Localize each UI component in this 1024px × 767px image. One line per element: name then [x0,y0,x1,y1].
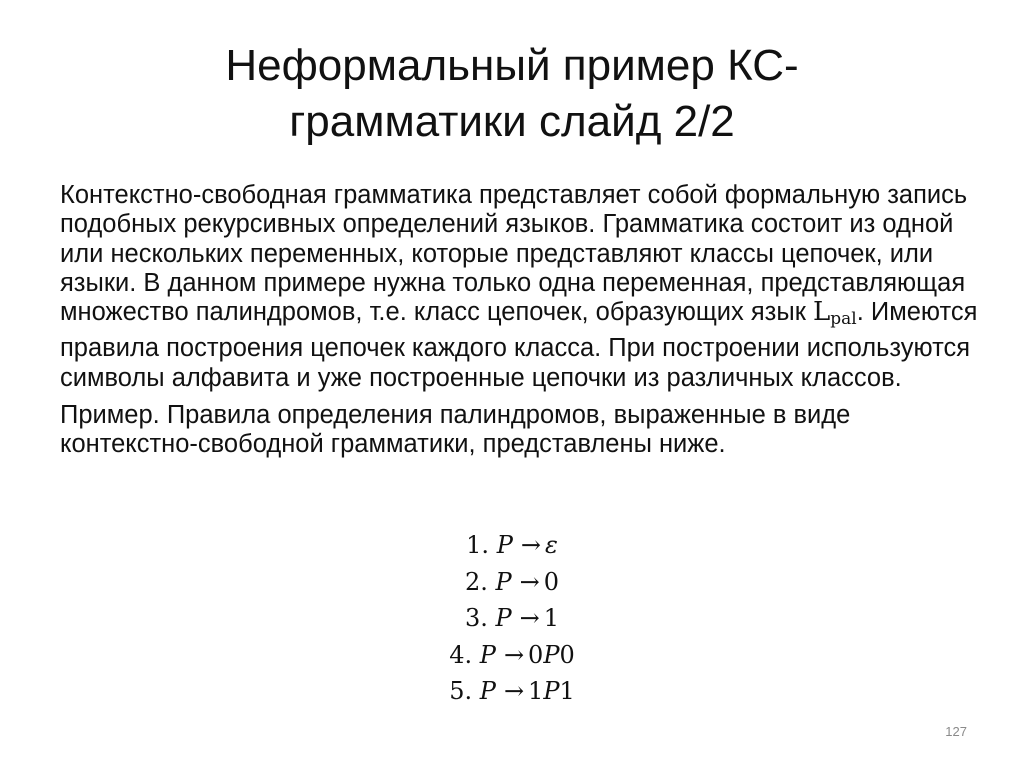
rule-arrow: → [519,604,540,632]
rule-lhs: P [495,604,512,632]
language-symbol-main: L [812,297,831,328]
rule-rhs-variable: P [543,640,560,669]
paragraph-definition-text-continued: . Имеются правила построения цепочек каждого класса. При построении используются символы алфавита и уже построенные цепочки из различных классов. [60,298,978,392]
slide-body [60,181,980,460]
language-symbol-lpal [812,297,857,330]
rule-arrow: → [519,567,540,596]
rule-number: 1. [466,531,490,559]
rule-arrow: → [520,531,541,559]
rule-lhs: P [496,531,513,559]
language-symbol-subscript: pal [830,309,857,330]
rule-rhs: ε [544,531,558,559]
rule-number: 3. [464,604,488,632]
rule-rhs-variable: P [543,677,560,705]
rule-lhs: P [479,677,496,705]
rule-number: 5. [449,677,473,705]
rule-lhs: P [495,567,512,596]
rule-rhs-left: 0 [528,640,544,669]
rule-lhs: P [479,640,496,669]
page-number: 127 [945,724,967,739]
rule-rhs-left: 1 [528,677,544,705]
grammar-rule-5 [0,673,1024,710]
rule-arrow: → [503,677,525,705]
slide-title-line-1: Неформальный пример КС- [225,41,799,90]
paragraph-example: Пример. Правила определения палиндромов, выраженные в виде контекстно-свободной грамматики, представлены ниже. [60,401,851,459]
paragraph-definition [60,181,980,393]
grammar-rule-4 [0,637,1024,674]
grammar-rules [0,527,1024,710]
rule-rhs: 1 [543,604,560,632]
rule-rhs-right: 1 [559,677,575,705]
grammar-rule-2 [0,564,1024,601]
slide-title-line-2: грамматики слайд 2/2 [289,97,735,147]
rule-rhs-right: 0 [559,640,575,669]
rule-number: 4. [449,640,473,669]
rule-arrow: → [503,640,525,669]
paragraph-definition-text: Контекстно-свободная грамматика представляет собой формальную запись подобных рекурсивных определений языков. Грамматика состоит из одной или нескольких переменных, которые представляют классы цепочек, или языки. В данном примере нужна только одна переменная, представляющая множество палиндромов, т.е. класс цепочек, образующих язык [60,181,968,327]
grammar-rule-3 [0,600,1024,637]
grammar-rule-1 [0,527,1024,564]
rule-rhs: 0 [543,567,560,596]
slide-title [60,38,964,151]
rule-number: 2. [464,567,488,596]
